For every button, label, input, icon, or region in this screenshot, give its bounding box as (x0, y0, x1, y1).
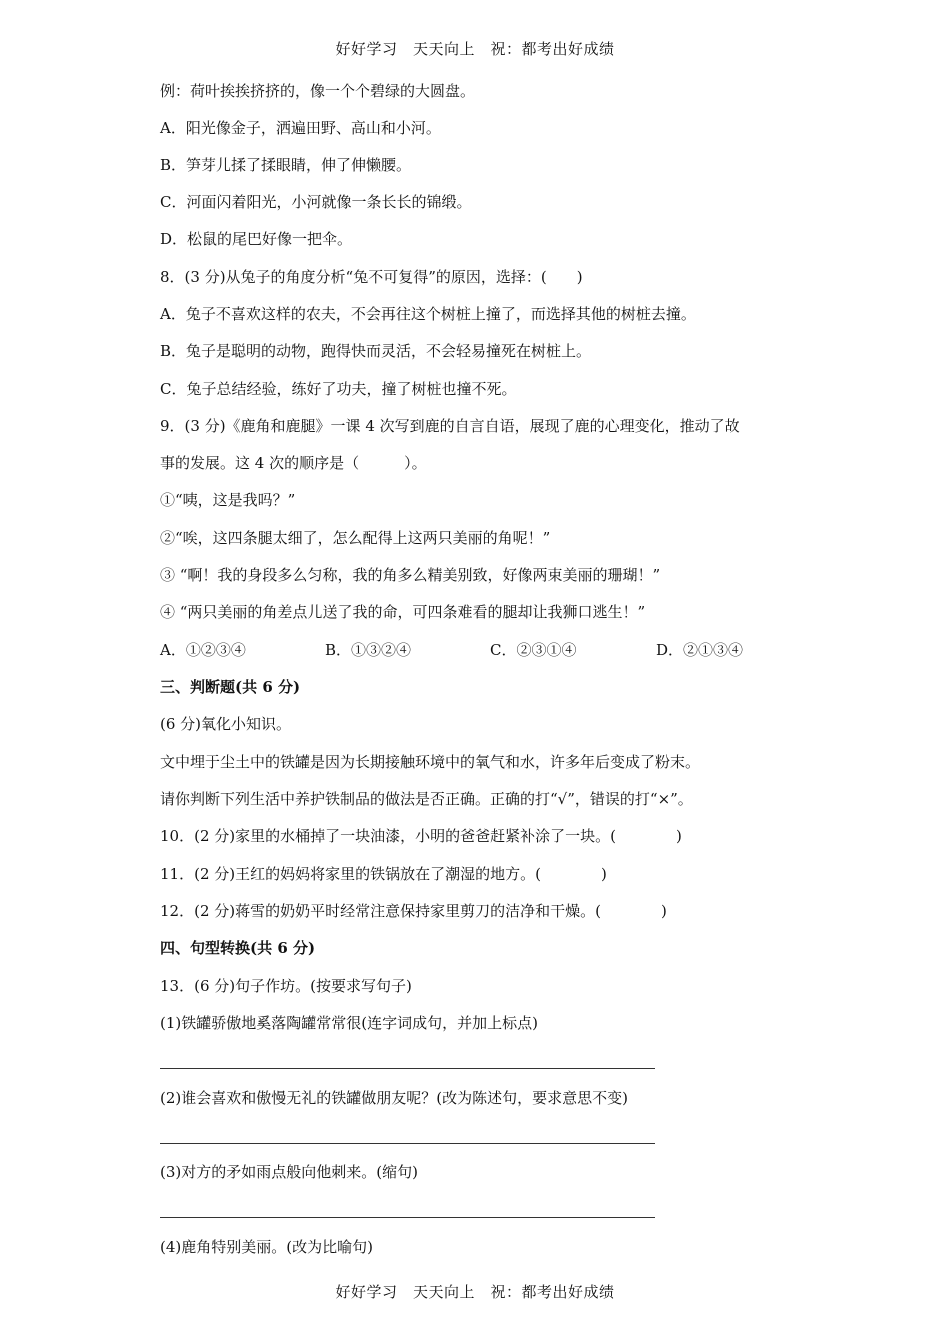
section3-intro: (6 分)氧化小知识。 (160, 715, 292, 733)
answer-line-1[interactable] (160, 1068, 655, 1069)
q12: 12．(2 分)蒋雪的奶奶平时经常注意保持家里剪刀的洁净和干燥。( ) (160, 902, 667, 920)
example-sentence: 例：荷叶挨挨挤挤的，像一个个碧绿的大圆盘。 (160, 82, 476, 100)
q9-stem-line1: 9．(3 分)《鹿角和鹿腿》一课 4 次写到鹿的自言自语，展现了鹿的心理变化，推动了故 (160, 417, 740, 435)
q7-option-d: D．松鼠的尾巴好像一把伞。 (160, 230, 353, 248)
q13-item-1: (1)铁罐骄傲地奚落陶罐常常很(连字词成句，并加上标点) (160, 1014, 538, 1032)
q9-options-row (160, 640, 760, 660)
answer-line-2[interactable] (160, 1143, 655, 1144)
q9-item-4: ④ “两只美丽的角差点儿送了我的命，可四条难看的腿却让我狮口逃生！” (160, 603, 646, 621)
q9-item-2: ②“唉，这四条腿太细了，怎么配得上这两只美丽的角呢！” (160, 529, 551, 547)
q10: 10．(2 分)家里的水桶掉了一块油漆，小明的爸爸赶紧补涂了一块。( ) (160, 827, 682, 845)
q9-item-3: ③ “啊！我的身段多么匀称，我的角多么精美别致，好像两束美丽的珊瑚！” (160, 566, 661, 584)
q7-option-c: C．河面闪着阳光，小河就像一条长长的锦缎。 (160, 193, 472, 211)
q9-stem-line2: 事的发展。这 4 次的顺序是（ ）。 (160, 454, 427, 472)
answer-line-3[interactable] (160, 1217, 655, 1218)
q9-item-1: ①“咦，这是我吗？” (160, 491, 296, 509)
q13-item-2: (2)谁会喜欢和傲慢无礼的铁罐做朋友呢？(改为陈述句，要求意思不变) (160, 1089, 628, 1107)
section3-instruction: 请你判断下列生活中养护铁制品的做法是否正确。正确的打“√”，错误的打“×”。 (160, 790, 693, 808)
q9-option-a[interactable]: A．①②③④ (160, 641, 246, 659)
q13-item-3: (3)对方的矛如雨点般向他刺来。(缩句) (160, 1163, 418, 1181)
q8-option-a: A．兔子不喜欢这样的农夫，不会再往这个树桩上撞了，而选择其他的树桩去撞。 (160, 305, 696, 323)
page-header: 好好学习 天天向上 祝：都考出好成绩 (335, 40, 615, 58)
q9-option-b[interactable]: B．①③②④ (325, 641, 412, 659)
q8-option-b: B．兔子是聪明的动物，跑得快而灵活，不会轻易撞死在树桩上。 (160, 342, 592, 360)
section4-title: 四、句型转换(共 6 分) (160, 939, 316, 957)
q7-option-a: A．阳光像金子，洒遍田野、高山和小河。 (160, 119, 441, 137)
section3-passage: 文中埋于尘土中的铁罐是因为长期接触环境中的氧气和水，许多年后变成了粉末。 (160, 753, 701, 771)
section3-title: 三、判断题(共 6 分) (160, 678, 301, 696)
q9-option-d[interactable]: D．②①③④ (656, 641, 744, 659)
q8-stem: 8．(3 分)从兔子的角度分析“兔不可复得”的原因，选择：( ) (160, 268, 583, 286)
q13-item-4: (4)鹿角特别美丽。(改为比喻句) (160, 1238, 373, 1256)
q7-option-b: B．笋芽儿揉了揉眼睛，伸了伸懒腰。 (160, 156, 412, 174)
q13-stem: 13．(6 分)句子作坊。(按要求写句子) (160, 977, 412, 995)
q8-option-c: C．兔子总结经验，练好了功夫，撞了树桩也撞不死。 (160, 380, 517, 398)
q11: 11．(2 分)王红的妈妈将家里的铁锅放在了潮湿的地方。( ) (160, 865, 607, 883)
q9-option-c[interactable]: C．②③①④ (490, 641, 577, 659)
page-footer: 好好学习 天天向上 祝：都考出好成绩 (335, 1283, 615, 1301)
